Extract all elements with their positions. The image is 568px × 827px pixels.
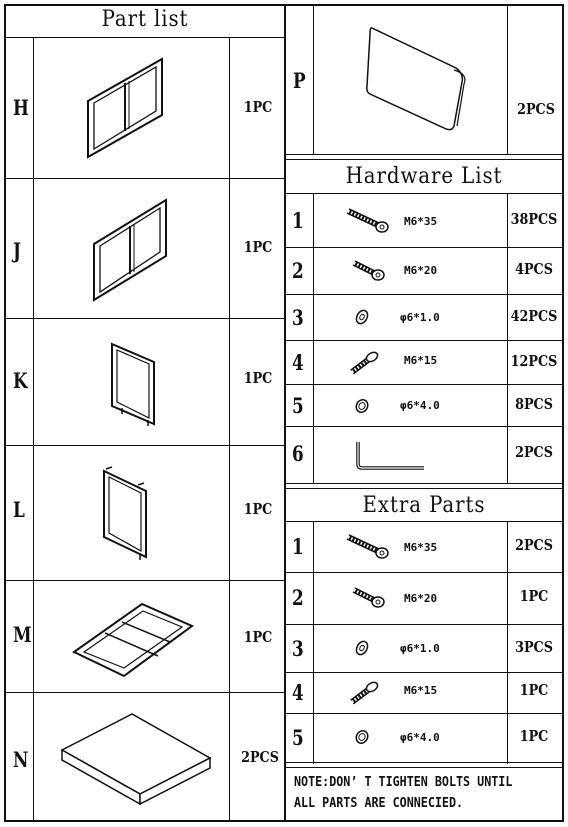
part-qty: 1PC xyxy=(243,238,273,256)
long-bolt-icon xyxy=(344,205,394,235)
hardware-row-4 xyxy=(284,340,564,384)
extra-spec: φ6*1.0 xyxy=(400,642,440,655)
part-letter: L xyxy=(13,497,25,522)
washer-icon xyxy=(352,638,372,658)
extra-qty: 2PCS xyxy=(515,536,553,554)
allen-key-icon xyxy=(352,438,432,472)
extra-row-2 xyxy=(284,572,564,624)
part-letter: K xyxy=(13,368,28,393)
thick-washer-icon xyxy=(352,396,372,416)
short-bolt-icon xyxy=(348,678,384,708)
hardware-list-title: Hardware List xyxy=(345,164,503,189)
extra-row-4 xyxy=(284,672,564,713)
hardware-number: 5 xyxy=(292,393,304,418)
part-row-h xyxy=(4,37,284,178)
hardware-number: 1 xyxy=(292,208,304,233)
extra-number: 5 xyxy=(292,725,304,750)
note-line-1: NOTE:DON’ T TIGHTEN BOLTS UNTIL xyxy=(294,775,513,790)
extra-qty: 3PCS xyxy=(515,638,553,656)
thick-washer-icon xyxy=(352,727,372,747)
hardware-number: 2 xyxy=(292,258,304,283)
hardware-qty: 8PCS xyxy=(515,395,553,413)
extra-qty: 1PC xyxy=(519,587,549,605)
hardware-spec: φ6*1.0 xyxy=(400,311,440,324)
part-qty: 1PC xyxy=(243,500,273,518)
hardware-spec: φ6*4.0 xyxy=(400,399,440,412)
note-line-2: ALL PARTS ARE CONNECIED. xyxy=(294,796,464,811)
hardware-number: 3 xyxy=(292,305,304,330)
extra-qty: 1PC xyxy=(519,727,549,745)
hardware-spec: M6*20 xyxy=(404,264,438,277)
extra-row-5 xyxy=(284,713,564,762)
hardware-row-3 xyxy=(284,294,564,340)
part-letter: N xyxy=(13,747,29,772)
assembly-note xyxy=(294,772,555,814)
part-qty: 2PCS xyxy=(241,748,279,766)
frame-panel-h-icon xyxy=(84,55,204,165)
part-letter: J xyxy=(13,238,21,263)
extra-parts-title: Extra Parts xyxy=(362,493,486,518)
hardware-spec: M6*35 xyxy=(404,215,438,228)
hardware-row-6 xyxy=(284,426,564,483)
hardware-spec: M6*15 xyxy=(404,354,438,367)
part-qty: 1PC xyxy=(243,628,273,646)
hardware-row-2 xyxy=(284,247,564,294)
hardware-qty: 42PCS xyxy=(510,307,558,325)
side-frame-l-icon xyxy=(100,465,160,565)
board-n-icon xyxy=(58,708,218,808)
extra-spec: M6*20 xyxy=(404,592,438,605)
hardware-number: 4 xyxy=(292,350,304,375)
bolt-icon xyxy=(350,257,400,287)
side-frame-k-icon xyxy=(108,340,168,430)
part-letter: P xyxy=(293,68,306,93)
hardware-number: 6 xyxy=(292,441,304,466)
short-bolt-icon xyxy=(348,348,384,378)
base-frame-m-icon xyxy=(70,600,200,680)
part-row-n xyxy=(4,692,284,822)
extra-number: 4 xyxy=(292,680,304,705)
bolt-icon xyxy=(350,584,400,614)
part-qty: 1PC xyxy=(243,369,273,387)
part-list-title: Part list xyxy=(101,7,189,32)
frame-panel-j-icon xyxy=(90,196,210,306)
part-row-p xyxy=(284,4,564,154)
part-row-l xyxy=(4,445,284,580)
part-qty: 1PC xyxy=(243,98,273,116)
extra-qty: 1PC xyxy=(519,681,549,699)
part-row-k xyxy=(4,318,284,445)
extra-row-3 xyxy=(284,624,564,672)
part-qty: 2PCS xyxy=(517,100,555,118)
part-row-m xyxy=(4,580,284,692)
washer-icon xyxy=(352,307,372,327)
hardware-qty: 4PCS xyxy=(515,260,553,278)
cushion-p-icon xyxy=(364,22,474,137)
long-bolt-icon xyxy=(344,531,394,561)
extra-spec: M6*35 xyxy=(404,541,438,554)
extra-spec: M6*15 xyxy=(404,684,438,697)
part-letter: H xyxy=(13,95,29,120)
hardware-row-5 xyxy=(284,384,564,426)
extra-spec: φ6*4.0 xyxy=(400,731,440,744)
hardware-qty: 12PCS xyxy=(510,352,558,370)
extra-number: 3 xyxy=(292,636,304,661)
hardware-row-1 xyxy=(284,193,564,247)
part-row-j xyxy=(4,178,284,318)
part-letter: M xyxy=(13,622,32,647)
extra-number: 2 xyxy=(292,585,304,610)
extra-row-1 xyxy=(284,521,564,572)
extra-number: 1 xyxy=(292,534,304,559)
hardware-qty: 2PCS xyxy=(515,443,553,461)
hardware-qty: 38PCS xyxy=(510,210,558,228)
